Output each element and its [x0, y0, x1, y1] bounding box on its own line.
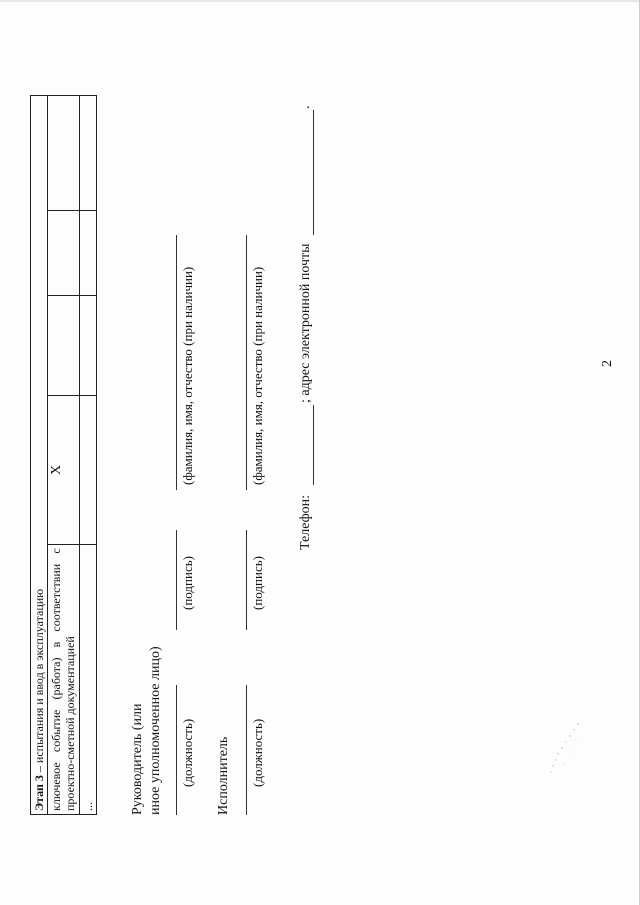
scan-edge-top — [0, 0, 640, 2]
table-row-key-event — [48, 96, 80, 815]
head-signature-line — [176, 530, 177, 630]
scan-noise-speckles — [548, 722, 584, 778]
table-row-ellipsis — [80, 96, 97, 815]
head-name-caption: (фамилия, имя, отчество (при наличии) — [180, 266, 195, 485]
phone-line — [313, 405, 314, 485]
x-mark-cell — [48, 395, 80, 545]
empty-cell — [80, 96, 97, 211]
rotated-page-content — [30, 95, 615, 815]
empty-cell — [80, 395, 97, 545]
head-label-line1: Руководитель (или — [130, 703, 145, 815]
x-mark: X — [49, 464, 64, 475]
end-dot: . — [298, 105, 313, 109]
executor-position-caption: (должность) — [250, 718, 265, 787]
stage-title-text: – испытания и ввод в эксплуатацию — [32, 588, 46, 776]
head-label-line2: иное уполномоченное лицо) — [148, 646, 163, 815]
executor-name-line — [246, 235, 247, 490]
phone-label: Телефон: — [298, 494, 313, 550]
key-event-cell: ключевое событие (работа) в соответствии с проектно-сметной документацией — [48, 545, 80, 815]
ellipsis-cell: ... — [80, 545, 97, 815]
table-row-stage-title — [31, 96, 48, 815]
empty-cell — [48, 295, 80, 395]
page-number: 2 — [600, 360, 615, 367]
head-signature-caption: (подпись) — [180, 556, 195, 610]
stage-title-bold: Этап 3 — [32, 775, 46, 811]
empty-cell — [48, 210, 80, 295]
head-position-line — [176, 685, 177, 815]
executor-signature-caption: (подпись) — [250, 556, 265, 610]
executor-signature-line — [246, 530, 247, 630]
stages-table — [30, 95, 97, 815]
executor-label: Исполнитель — [216, 736, 231, 815]
head-name-line — [176, 235, 177, 490]
empty-cell — [80, 295, 97, 395]
stage-title-cell — [31, 96, 48, 815]
head-position-caption: (должность) — [180, 718, 195, 787]
empty-cell — [48, 96, 80, 211]
empty-cell — [80, 210, 97, 295]
executor-name-caption: (фамилия, имя, отчество (при наличии) — [250, 266, 265, 485]
email-label: ; адрес электронной почты — [298, 243, 313, 403]
executor-position-line — [246, 685, 247, 815]
email-line — [313, 110, 314, 235]
